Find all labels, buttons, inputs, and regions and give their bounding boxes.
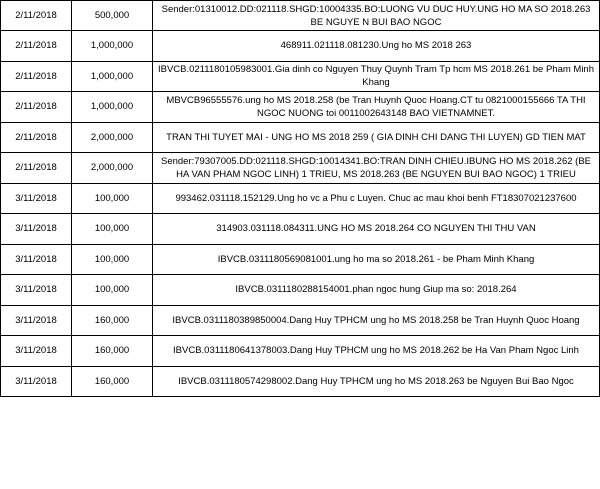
description-cell: 993462.031118.152129.Ung ho vc a Phu c Luyen. Chuc ac mau khoi benh FT18307021237600 <box>153 183 600 214</box>
date-cell: 3/11/2018 <box>1 366 72 397</box>
table-row <box>1 366 600 397</box>
date-cell: 2/11/2018 <box>1 122 72 153</box>
description-cell: IBVCB.0211180105983001.Gia dinh co Nguyen Thuy Quynh Tram Tp hcm MS 2018.261 be Pham Minh Khang <box>153 61 600 92</box>
amount-cell: 1,000,000 <box>72 31 153 62</box>
description-cell: 314903.031118.084311.UNG HO MS 2018.264 CO NGUYEN THI THU VAN <box>153 214 600 245</box>
date-cell: 2/11/2018 <box>1 92 72 123</box>
amount-cell: 100,000 <box>72 214 153 245</box>
date-cell: 3/11/2018 <box>1 275 72 306</box>
table-row <box>1 31 600 62</box>
date-cell: 2/11/2018 <box>1 1 72 31</box>
amount-cell: 160,000 <box>72 366 153 397</box>
description-cell: IBVCB.0311180288154001.phan ngoc hung Giup ma so: 2018.264 <box>153 275 600 306</box>
description-cell: TRAN THI TUYET MAI - UNG HO MS 2018 259 ( GIA DINH CHI DANG THI LUYEN) GD TIEN MAT <box>153 122 600 153</box>
table-row <box>1 336 600 367</box>
date-cell: 2/11/2018 <box>1 31 72 62</box>
table-row <box>1 122 600 153</box>
description-cell: 468911.021118.081230.Ung ho MS 2018 263 <box>153 31 600 62</box>
table-row <box>1 305 600 336</box>
amount-cell: 100,000 <box>72 244 153 275</box>
date-cell: 3/11/2018 <box>1 183 72 214</box>
date-cell: 3/11/2018 <box>1 244 72 275</box>
date-cell: 2/11/2018 <box>1 61 72 92</box>
table-row <box>1 244 600 275</box>
description-cell: Sender:79307005.DD:021118.SHGD:10014341.BO:TRAN DINH CHIEU.IBUNG HO MS 2018.262 (BE HA VAN PHAM NGOC LINH) 1 TRIEU, MS 2018.263 (BE NGUYEN BUI BAO NGOC) 1 TRIEU <box>153 153 600 184</box>
amount-cell: 100,000 <box>72 183 153 214</box>
date-cell: 2/11/2018 <box>1 153 72 184</box>
amount-cell: 2,000,000 <box>72 122 153 153</box>
description-cell: IBVCB.0311180574298002.Dang Huy TPHCM ung ho MS 2018.263 be Nguyen Bui Bao Ngoc <box>153 366 600 397</box>
amount-cell: 2,000,000 <box>72 153 153 184</box>
table-row <box>1 61 600 92</box>
date-cell: 3/11/2018 <box>1 336 72 367</box>
amount-cell: 1,000,000 <box>72 92 153 123</box>
table-row <box>1 275 600 306</box>
description-cell: MBVCB96555576.ung ho MS 2018.258 (be Tran Huynh Quoc Hoang.CT tu 0821000155666 TA THI NGOC NUONG toi 0011002643148 BAO VIETNAMNET. <box>153 92 600 123</box>
table-row <box>1 183 600 214</box>
amount-cell: 500,000 <box>72 1 153 31</box>
date-cell: 3/11/2018 <box>1 214 72 245</box>
table-row <box>1 214 600 245</box>
amount-cell: 160,000 <box>72 305 153 336</box>
description-cell: IBVCB.0311180389850004.Dang Huy TPHCM ung ho MS 2018.258 be Tran Huynh Quoc Hoang <box>153 305 600 336</box>
description-cell: Sender:01310012.DD:021118.SHGD:10004335.BO:LUONG VU DUC HUY.UNG HO MA SO 2018.263 BE NGUYE N BUI BAO NGOC <box>153 1 600 31</box>
description-cell: IBVCB.0311180569081001.ung ho ma so 2018.261 - be Pham Minh Khang <box>153 244 600 275</box>
amount-cell: 160,000 <box>72 336 153 367</box>
amount-cell: 100,000 <box>72 275 153 306</box>
table-row <box>1 92 600 123</box>
amount-cell: 1,000,000 <box>72 61 153 92</box>
description-cell: IBVCB.0311180641378003.Dang Huy TPHCM ung ho MS 2018.262 be Ha Van Pham Ngoc Linh <box>153 336 600 367</box>
table-row <box>1 153 600 184</box>
date-cell: 3/11/2018 <box>1 305 72 336</box>
table-row <box>1 1 600 31</box>
